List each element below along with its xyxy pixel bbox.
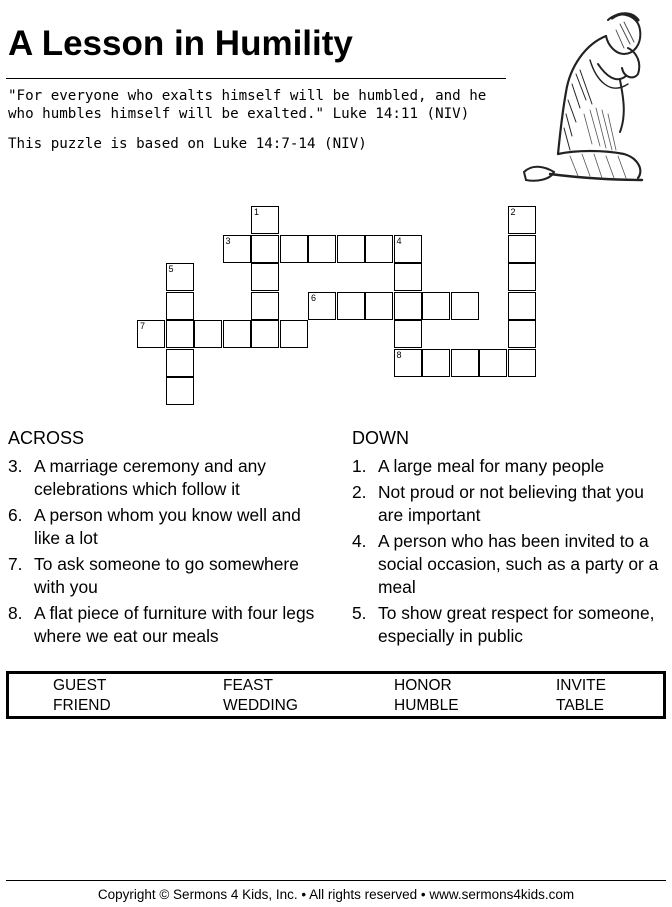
across-clue	[8, 455, 328, 501]
title-divider	[6, 78, 506, 79]
word-bank-word: INVITE	[556, 677, 606, 694]
clue-number: 7.	[8, 554, 23, 574]
crossword-cell[interactable]	[337, 235, 365, 263]
crossword-cell[interactable]	[251, 206, 279, 234]
across-clue	[8, 504, 328, 550]
clue-text: A marriage ceremony and any celebrations which follow it	[34, 456, 266, 499]
crossword-cell[interactable]	[223, 320, 251, 348]
word-bank-word: WEDDING	[223, 697, 298, 714]
crossword-cell[interactable]	[508, 320, 536, 348]
clue-text: A large meal for many people	[378, 456, 605, 476]
clue-number: 5.	[352, 603, 367, 623]
clue-number-label: 7	[140, 321, 146, 331]
praying-man-illustration	[520, 4, 668, 186]
crossword-cell[interactable]	[451, 292, 479, 320]
clue-number-label: 5	[168, 264, 174, 274]
clue-number-label: 3	[225, 235, 231, 246]
crossword-cell[interactable]	[166, 377, 194, 405]
crossword-cell[interactable]	[166, 263, 194, 291]
crossword-cell[interactable]	[251, 292, 279, 320]
clue-text: To ask someone to go somewhere with you	[34, 554, 299, 597]
crossword-cell[interactable]	[337, 292, 365, 320]
crossword-cell[interactable]	[166, 292, 194, 320]
across-clue	[8, 602, 328, 648]
across-clue	[8, 553, 328, 599]
scripture-verse: "For everyone who exalts himself will be humbled, and he who humbles himself will be exalted." Luke 14:11 (NIV)	[8, 88, 487, 122]
clue-number-label: 1	[254, 207, 260, 217]
crossword-cell[interactable]	[394, 320, 422, 348]
clue-text: To show great respect for someone, especially in public	[378, 603, 655, 646]
crossword-cell[interactable]	[251, 263, 279, 291]
crossword-cell[interactable]	[365, 292, 393, 320]
copyright-footer: Copyright © Sermons 4 Kids, Inc. • All rights reserved • www.sermons4kids.com	[97, 887, 575, 902]
down-heading: DOWN	[352, 428, 409, 448]
clue-number-label: 6	[311, 292, 317, 303]
down-clue-list	[352, 455, 662, 651]
crossword-cell[interactable]	[451, 349, 479, 377]
puzzle-basis: This puzzle is based on Luke 14:7-14 (NIV)	[8, 136, 367, 152]
crossword-cell[interactable]	[280, 320, 308, 348]
crossword-cell[interactable]	[308, 292, 336, 320]
clue-number: 8.	[8, 603, 23, 623]
crossword-cell[interactable]	[422, 349, 450, 377]
crossword-cell[interactable]	[394, 263, 422, 291]
crossword-cell[interactable]	[166, 320, 194, 348]
crossword-cell[interactable]	[479, 349, 507, 377]
word-bank-word: TABLE	[556, 697, 604, 714]
crossword-cell[interactable]	[394, 292, 422, 320]
word-bank-word: FRIEND	[53, 697, 111, 714]
footer-divider	[6, 880, 666, 881]
page-title: A Lesson in Humility	[8, 24, 353, 63]
down-clue	[352, 455, 662, 478]
crossword-cell[interactable]	[137, 320, 165, 348]
crossword-cell[interactable]	[508, 292, 536, 320]
crossword-cell[interactable]	[251, 320, 279, 348]
down-clue	[352, 602, 662, 648]
crossword-cell[interactable]	[251, 235, 279, 263]
clue-text: A flat piece of furniture with four legs where we eat our meals	[34, 603, 315, 646]
word-bank-word: GUEST	[53, 677, 107, 694]
clue-number: 6.	[8, 505, 23, 525]
crossword-cell[interactable]	[308, 235, 336, 263]
crossword-cell[interactable]	[508, 235, 536, 263]
crossword-cell[interactable]	[422, 292, 450, 320]
crossword-cell[interactable]	[223, 235, 251, 263]
clue-text: Not proud or not believing that you are important	[378, 482, 644, 525]
crossword-cell[interactable]	[365, 235, 393, 263]
clue-number: 4.	[352, 531, 367, 551]
clue-number-label: 8	[396, 349, 402, 360]
clue-text: A person whom you know well and like a lot	[34, 505, 301, 548]
clue-number: 3.	[8, 456, 23, 476]
word-bank-word: FEAST	[223, 677, 273, 694]
crossword-cell[interactable]	[394, 235, 422, 263]
crossword-cell[interactable]	[280, 235, 308, 263]
word-bank-word: HUMBLE	[394, 697, 459, 714]
crossword-cell[interactable]	[508, 349, 536, 377]
crossword-cell[interactable]	[508, 263, 536, 291]
crossword-cell[interactable]	[166, 349, 194, 377]
clue-text: A person who has been invited to a social occasion, such as a party or a meal	[378, 531, 659, 597]
crossword-cell[interactable]	[508, 206, 536, 234]
down-clue	[352, 530, 662, 599]
clue-number: 2.	[352, 482, 367, 502]
word-bank	[6, 671, 666, 719]
clue-number: 1.	[352, 456, 367, 476]
clue-number-label: 2	[510, 207, 516, 217]
down-clue	[352, 481, 662, 527]
crossword-cell[interactable]	[394, 349, 422, 377]
word-bank-word: HONOR	[394, 677, 452, 694]
crossword-cell[interactable]	[194, 320, 222, 348]
across-clue-list	[8, 455, 328, 651]
clue-number-label: 4	[396, 235, 402, 246]
across-heading: ACROSS	[8, 428, 85, 448]
